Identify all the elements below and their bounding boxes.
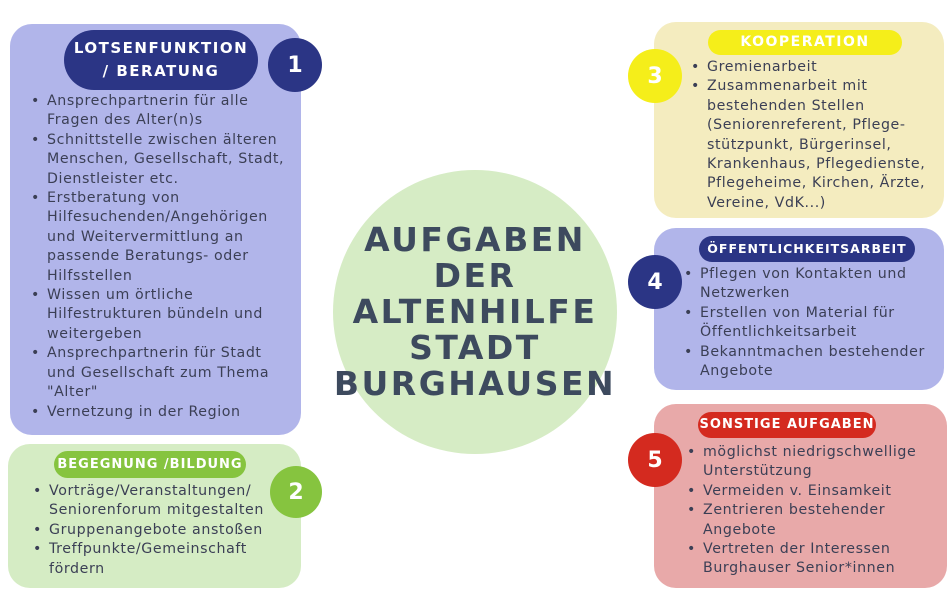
box-begegnung-list: [30, 482, 270, 579]
list-item: • Gremienarbeit: [688, 58, 942, 77]
list-item: • Vertreten der Interessen Burghauser Senior*innen: [684, 540, 934, 579]
box-sonstige-aufgaben-title: SONSTIGE AUFGABEN: [698, 412, 876, 438]
box-oeffentlichkeitsarbeit-title: ÖFFENTLICHKEITSARBEIT: [699, 236, 915, 262]
box-lotsenfunktion-list: [28, 92, 286, 422]
list-item: • Ansprechpartnerin für alle Fragen des Alter(n)s: [28, 92, 286, 131]
list-item: • Pflegen von Kontakten und Netzwerken: [681, 265, 926, 304]
list-item: • möglichst niedrigschwellige Unterstützung: [684, 443, 934, 482]
list-item: • Wissen um örtliche Hilfestrukturen bündeln und weitergeben: [28, 286, 286, 344]
box-lotsenfunktion-title: LOTSENFUNKTION / BERATUNG: [64, 30, 258, 90]
box-begegnung-title: BEGEGNUNG /BILDUNG: [54, 451, 246, 478]
box-oeffentlichkeitsarbeit-list: [681, 265, 926, 381]
list-item: • Vernetzung in der Region: [28, 403, 286, 422]
list-item: • Erstellen von Material für Öffentlichkeitsarbeit: [681, 304, 926, 343]
center-circle: [333, 170, 617, 454]
list-item: • Zusammenarbeit mit bestehenden Stellen (Seniorenreferent, Pflege-stützpunkt, Bürgerinsel, Krankenhaus, Pflegedienste, Pflegeheime, Kirchen, Ärzte, Vereine, VdK...): [688, 77, 942, 213]
list-item: • Schnittstelle zwischen älteren Menschen, Gesellschaft, Stadt, Dienstleister etc.: [28, 131, 286, 189]
box-kooperation-title: KOOPERATION: [708, 30, 902, 55]
list-item: • Treffpunkte/Gemeinschaft fördern: [30, 540, 270, 579]
number-badge-5: 5: [628, 433, 682, 487]
list-item: • Erstberatung von Hilfesuchenden/Angehörigen und Weitervermittlung an passende Beratungs- oder Hilfsstellen: [28, 189, 286, 286]
number-badge-3: 3: [628, 49, 682, 103]
list-item: • Bekanntmachen bestehender Angebote: [681, 343, 926, 382]
center-title: AUFGABEN DER ALTENHILFE STADT BURGHAUSEN: [333, 220, 617, 403]
list-item: • Vermeiden v. Einsamkeit: [684, 482, 934, 501]
list-item: • Vorträge/Veranstaltungen/ Seniorenforum mitgestalten: [30, 482, 270, 521]
list-item: • Ansprechpartnerin für Stadt und Gesellschaft zum Thema "Alter": [28, 344, 286, 402]
list-item: • Gruppenangebote anstoßen: [30, 521, 270, 540]
number-badge-1: 1: [268, 38, 322, 92]
list-item: • Zentrieren bestehender Angebote: [684, 501, 934, 540]
box-sonstige-aufgaben-list: [684, 443, 934, 579]
number-badge-2: 2: [270, 466, 322, 518]
number-badge-4: 4: [628, 255, 682, 309]
box-kooperation-list: [688, 58, 942, 213]
